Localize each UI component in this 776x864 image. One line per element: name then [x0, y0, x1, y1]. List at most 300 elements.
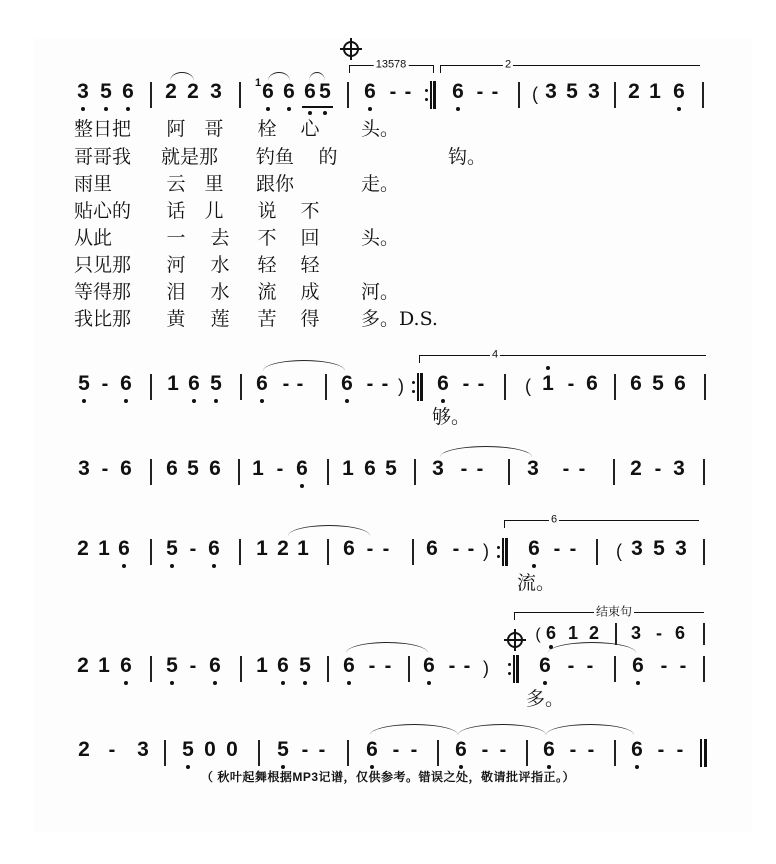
barline [150, 656, 152, 682]
lyric: 等得那 [74, 281, 132, 303]
barline [526, 740, 528, 766]
volta-label-6: 6 [550, 513, 558, 526]
lyric: 我比那 [74, 308, 132, 330]
note: 6 [674, 623, 686, 643]
note: 6 [528, 537, 540, 560]
dash: - [553, 538, 561, 560]
note: 6 [455, 738, 467, 761]
low-octave-dot [124, 681, 128, 685]
note: 3 [675, 537, 687, 560]
lyric-verse-6 [74, 253, 131, 277]
note: 6 [632, 654, 644, 677]
dash: - [448, 655, 456, 677]
repeat-end-barline [505, 538, 508, 566]
note: 5 [299, 654, 311, 677]
low-octave-dot [81, 107, 85, 111]
barline [240, 656, 242, 682]
repeat-end-barline [420, 373, 423, 401]
dash: - [569, 739, 577, 761]
low-octave-dot [170, 564, 174, 568]
barline [513, 655, 515, 683]
barline [613, 459, 615, 485]
barline [417, 373, 419, 401]
note: 5 [166, 654, 178, 677]
note: 3 [137, 738, 149, 761]
note: 6 [543, 738, 555, 761]
note: 3 [210, 80, 222, 103]
note: 1 [98, 537, 110, 560]
note: 6 [452, 80, 464, 103]
lyric: 钓鱼 [256, 146, 295, 168]
note: 1 [342, 457, 354, 480]
lyric: 河 [166, 254, 186, 276]
note: 3 [545, 80, 557, 103]
dash: - [656, 623, 662, 643]
volta-bracket-right [433, 65, 434, 73]
note: 2 [187, 80, 199, 103]
lyric: 莲 [210, 308, 230, 330]
lyric: 轻 [300, 254, 320, 276]
note: 5 [182, 738, 194, 761]
barline [150, 82, 152, 108]
note: 0 [204, 738, 216, 761]
volta-bracket-left [504, 520, 505, 528]
low-octave-dot [212, 564, 216, 568]
lyric: 雨里 [74, 173, 113, 195]
note: 0 [226, 738, 238, 761]
volta-bracket-left [514, 612, 515, 620]
barline [414, 459, 416, 485]
coda-icon [507, 632, 523, 648]
dash: - [676, 739, 684, 761]
barline [614, 82, 616, 108]
lyric: 哥哥我 [74, 146, 132, 168]
volta-bracket-left [440, 65, 441, 73]
lyric: 话 [166, 200, 186, 222]
low-octave-dot [281, 681, 285, 685]
barline [437, 740, 439, 766]
note: 1 [256, 654, 268, 677]
note: 2 [628, 80, 640, 103]
volta-line-6 [504, 520, 699, 521]
repeat-dot [412, 381, 415, 384]
note: 2 [77, 654, 89, 677]
lyric: 去 [210, 227, 230, 249]
note: 6 [256, 372, 268, 395]
dash: - [467, 538, 475, 560]
note: 6 [283, 80, 295, 103]
note: 6 [262, 80, 274, 103]
footnote: （ 秋叶起舞根据MP3记谱，仅供参考。错误之处，敬请批评指正。） [200, 770, 575, 784]
note: 5 [210, 372, 222, 395]
note: 1 [98, 654, 110, 677]
final-barline [704, 739, 707, 767]
lyric: 苦 [257, 308, 277, 330]
note: 2 [630, 457, 642, 480]
dash: - [567, 373, 575, 395]
dash: - [410, 739, 418, 761]
barline [615, 623, 617, 645]
dash: - [569, 538, 577, 560]
note: 3 [630, 623, 642, 643]
lyric: 头。 [361, 118, 400, 140]
note: 6 [366, 738, 378, 761]
note: 6 [437, 372, 449, 395]
lyric-verse-8 [74, 307, 131, 331]
low-octave-dot [104, 107, 108, 111]
dash: - [499, 739, 507, 761]
note: 6 [120, 372, 132, 395]
volta-label-13578: 13578 [375, 58, 407, 71]
note: 6 [166, 457, 178, 480]
lyric: 黄 [166, 308, 186, 330]
low-octave-dot [266, 107, 270, 111]
note: 6 [630, 372, 642, 395]
score-sheet [34, 38, 752, 832]
note: 5 [652, 372, 664, 395]
dash: - [318, 739, 326, 761]
note: 6 [208, 537, 220, 560]
note: 6 [631, 738, 643, 761]
dash: - [679, 655, 687, 677]
lyric: 就是那 [161, 146, 219, 168]
score-row-4 [0, 537, 776, 577]
repeat-dot [497, 555, 500, 558]
note: 6 [586, 372, 598, 395]
barline [412, 539, 414, 565]
lyric: 整日把 [74, 118, 132, 140]
lyric: 头。 [361, 227, 400, 249]
barline [502, 538, 504, 566]
note: 6 [426, 537, 438, 560]
note: 6 [539, 654, 551, 677]
lyric: 阿 [166, 118, 186, 140]
repeat-dot [508, 672, 511, 675]
dash: - [276, 458, 284, 480]
low-octave-dot [427, 681, 431, 685]
lyric: 够。 [431, 406, 471, 428]
lyric-verse-5 [74, 226, 112, 250]
dash: - [660, 655, 668, 677]
low-octave-dot [213, 681, 217, 685]
note: 6 [120, 457, 132, 480]
note: 2 [77, 537, 89, 560]
dash: - [366, 373, 374, 395]
low-octave-dot [260, 399, 264, 403]
low-octave-dot [347, 681, 351, 685]
score-row-2 [0, 372, 776, 412]
note: 6 [118, 537, 130, 560]
low-octave-dot [192, 399, 196, 403]
lyric: 一 [166, 227, 186, 249]
dash: - [654, 458, 662, 480]
dash: - [452, 538, 460, 560]
lyric: 不 [300, 200, 320, 222]
dash: - [296, 373, 304, 395]
lyric: 只见那 [74, 254, 132, 276]
paren-close: ) [398, 376, 404, 396]
note: 3 [588, 80, 600, 103]
low-octave-dot [287, 107, 291, 111]
note: 5 [319, 80, 331, 103]
coda-icon [343, 41, 359, 57]
dash: - [463, 655, 471, 677]
note: 6 [364, 457, 376, 480]
barline [150, 374, 152, 400]
note: 6 [188, 372, 200, 395]
lyric: 走。 [361, 173, 400, 195]
lyric: 水 [210, 281, 230, 303]
note: 5 [277, 738, 289, 761]
barline [239, 539, 241, 565]
dash: - [392, 739, 400, 761]
barline [430, 81, 432, 109]
barline [150, 459, 152, 485]
grace-note: 1 [255, 77, 262, 89]
score-row-1 [0, 77, 776, 120]
low-octave-dot [308, 111, 312, 115]
paren-open: ( [616, 541, 622, 561]
low-octave-dot [532, 564, 536, 568]
note: 6 [364, 80, 376, 103]
barline [347, 82, 349, 108]
high-octave-dot [546, 366, 550, 370]
lyric: 不 [257, 227, 277, 249]
barline [327, 459, 329, 485]
volta-line-4 [419, 355, 706, 356]
note: 1 [256, 537, 268, 560]
barline [703, 539, 705, 565]
low-octave-dot [543, 681, 547, 685]
barline [614, 374, 616, 400]
note: 6 [673, 80, 685, 103]
barline [702, 82, 704, 108]
lyric: 栓 [257, 118, 277, 140]
barline [240, 374, 242, 400]
dash: - [567, 655, 575, 677]
barline [327, 656, 329, 682]
note: 1 [542, 372, 554, 395]
note: 3 [527, 457, 539, 480]
note: 2 [78, 738, 90, 761]
paren-close: ) [483, 658, 489, 678]
lyric: 里 [204, 173, 224, 195]
lyric: 多。 [525, 688, 565, 710]
note: 3 [77, 80, 89, 103]
repeat-dot [412, 390, 415, 393]
lyric-verse-1 [74, 117, 131, 141]
note: 6 [674, 372, 686, 395]
low-octave-dot [170, 681, 174, 685]
barline [258, 740, 260, 766]
barline [703, 623, 705, 645]
dash: - [586, 655, 594, 677]
barline [703, 656, 705, 682]
note: 6 [304, 80, 316, 103]
barline [596, 539, 598, 565]
note: 6 [343, 654, 355, 677]
lyric: 流 [257, 281, 277, 303]
lyric: 河。 [361, 281, 400, 303]
barline [164, 740, 166, 766]
lyric: 回 [300, 227, 320, 249]
note: 6 [209, 457, 221, 480]
volta-label-4: 4 [491, 348, 499, 361]
note: 5 [166, 537, 178, 560]
lyric: 得 [300, 308, 320, 330]
note: 1 [567, 623, 579, 643]
note: 6 [343, 537, 355, 560]
low-octave-dot [82, 399, 86, 403]
note: 3 [432, 457, 444, 480]
dash: - [462, 373, 470, 395]
note: 2 [277, 537, 289, 560]
lyric: 从此 [74, 227, 113, 249]
barline [518, 82, 520, 108]
low-octave-dot [636, 681, 640, 685]
dash: - [101, 373, 109, 395]
note: 6 [122, 80, 134, 103]
note: 5 [566, 80, 578, 103]
low-octave-dot [323, 111, 327, 115]
note: 1 [167, 372, 179, 395]
dash: - [189, 538, 197, 560]
lyric: 泪 [166, 281, 186, 303]
low-octave-dot [214, 399, 218, 403]
volta-bracket-left [349, 65, 350, 73]
dash: - [389, 81, 397, 103]
dash: - [587, 739, 595, 761]
paren-open: ( [532, 84, 538, 104]
lyric-verse-7 [74, 280, 131, 304]
lyric: 说 [257, 200, 277, 222]
repeat-dot [425, 89, 428, 92]
note: 1 [252, 457, 264, 480]
note: 2 [165, 80, 177, 103]
note: 6 [209, 654, 221, 677]
note: 5 [78, 372, 90, 395]
dash: - [477, 373, 485, 395]
low-octave-dot [122, 564, 126, 568]
dash: - [481, 739, 489, 761]
repeat-dot [508, 663, 511, 666]
lyric: 云 [166, 173, 186, 195]
note: 5 [653, 537, 665, 560]
eighth-underline [302, 106, 333, 108]
volta-label-ending: 结束句 [595, 604, 633, 619]
barline [704, 374, 706, 400]
note: 3 [78, 457, 90, 480]
note: 5 [385, 457, 397, 480]
barline [325, 374, 327, 400]
barline [614, 656, 616, 682]
lyric: 轻 [257, 254, 277, 276]
note: 6 [341, 372, 353, 395]
note: 2 [588, 623, 600, 643]
note: 6 [120, 654, 132, 677]
volta-label-2: 2 [504, 58, 512, 71]
repeat-dot [497, 546, 500, 549]
lyric-verse-2 [74, 145, 131, 169]
lyric: 跟你 [256, 173, 295, 195]
lyric-verse-4 [74, 199, 131, 223]
low-octave-dot [456, 107, 460, 111]
dash: - [562, 458, 570, 480]
note: 5 [100, 80, 112, 103]
note: 3 [631, 537, 643, 560]
low-octave-dot [441, 399, 445, 403]
dash: - [384, 655, 392, 677]
note: 6 [277, 654, 289, 677]
low-octave-dot [124, 399, 128, 403]
barline [150, 539, 152, 565]
barline [347, 740, 349, 766]
dash: - [491, 81, 499, 103]
barline [408, 656, 410, 682]
low-octave-dot [677, 107, 681, 111]
dash: - [460, 458, 468, 480]
barline [239, 82, 241, 108]
lyric-verse-3 [74, 172, 112, 196]
lyric: 贴心的 [74, 200, 132, 222]
lyric: 多。D.S. [361, 308, 438, 330]
dash: - [382, 538, 390, 560]
dash: - [189, 655, 197, 677]
volta-bracket-left [419, 355, 420, 363]
paren-open: ( [525, 376, 531, 396]
dash: - [108, 739, 116, 761]
lyric: 成 [300, 281, 320, 303]
dash: - [404, 81, 412, 103]
repeat-dot [425, 98, 428, 101]
dash: - [282, 373, 290, 395]
dash: - [381, 373, 389, 395]
barline [238, 459, 240, 485]
lyric: 心 [300, 118, 320, 140]
dash: - [476, 458, 484, 480]
lyric: 钩。 [448, 146, 487, 168]
barline [703, 459, 705, 485]
dash: - [657, 739, 665, 761]
score-row-5 [0, 654, 776, 694]
note: 3 [673, 457, 685, 480]
note: 5 [187, 457, 199, 480]
low-octave-dot [345, 399, 349, 403]
lyric: 水 [210, 254, 230, 276]
note: 6 [423, 654, 435, 677]
low-octave-dot [303, 681, 307, 685]
repeat-end-barline [516, 655, 519, 683]
lyric: 流。 [516, 572, 556, 594]
volta-line-2 [440, 65, 700, 66]
repeat-end-barline [433, 81, 436, 109]
dash: - [101, 458, 109, 480]
note: 1 [649, 80, 661, 103]
barline [327, 539, 329, 565]
note: 6 [296, 457, 308, 480]
note: 6 [545, 623, 557, 643]
lyric: 的 [318, 146, 338, 168]
dash: - [301, 739, 309, 761]
dash: - [366, 538, 374, 560]
barline [700, 739, 702, 767]
low-octave-dot [126, 107, 130, 111]
low-octave-dot [300, 484, 304, 488]
lyric: 儿 [204, 200, 224, 222]
lyric: 哥 [204, 118, 224, 140]
dash: - [368, 655, 376, 677]
dash: - [578, 458, 586, 480]
